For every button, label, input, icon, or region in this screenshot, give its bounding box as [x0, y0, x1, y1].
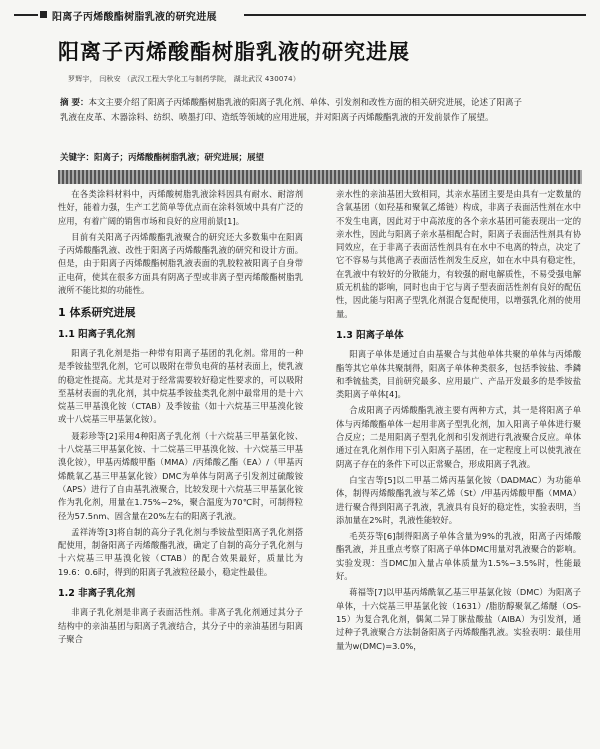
abstract-label: 摘 要： — [60, 98, 89, 108]
authors-affiliation: 罗辉宇， 闫秋安 （武汉工程大学化工与制药学院， 湖北武汉 430074） — [68, 75, 301, 83]
header-square-bullet — [40, 11, 47, 18]
subsection-1-2-paragraph-1: 非离子乳化剂是非离子表面活性剂。非离子乳化剂通过其分子结构中的亲油基团与阳离子乳液结合，其分子中的亲油基团与阳离子聚合 — [58, 607, 303, 644]
subsection-1-1-paragraph-3: 孟祥涛等[3]将自制的高分子乳化剂与季铵盐型阳离子乳化剂搭配使用，制备阳离子丙烯酸酯乳液，确定了自制的高分子乳化剂与十六烷基三甲基溴化铵（CTAB）的配合效果最好，质量比为19.6：0.6时，得到的阳离子乳液粒径最小，稳定性最佳。 — [58, 526, 303, 577]
subsection-1-3-paragraph-4: 毛英芬等[6]制得阳离子单体含量为9%的乳液，阳离子丙烯酸酯乳液，并且重点考察了阳离子单体DMC用量对乳液聚合的影响。实验发现：当DMC加入量占单体质量为1.5%~3.5%时，性能最好。 — [336, 531, 581, 582]
section-1-heading: 1 体系研究进展 — [58, 306, 136, 320]
subsection-1-2-heading: 1.2 非离子乳化剂 — [58, 588, 136, 600]
running-header — [14, 8, 586, 22]
keywords-label: 关键字： — [60, 153, 95, 163]
subsection-1-3-paragraph-5: 蒋福等[7]以甲基丙烯酰氧乙基三甲基氯化铵（DMC）为阳离子单体，十六烷基三甲基氯化铵（1631）/脂肪醇聚氧乙烯醚（OS-15）为复合乳化剂，偶氮二异丁脒盐酸盐（AIBA）为引发剂，通过种子乳液聚合方法制备阳离子丙烯酸酯乳液。实验表明：最佳用量为w(DMC)=3.0%， — [336, 587, 581, 651]
subsection-1-3-heading: 1.3 阳离子单体 — [336, 329, 404, 341]
subsection-1-3-paragraph-1: 阳离子单体是通过自由基聚合与其他单体共聚的单体与丙烯酸酯等其它单体共聚制得，阳离子单体种类很多，包括季铵盐、季鏻和季锍盐类，目前研究最多、应用最广、产品开发最多的是季铵盐类阳离子单体[4]。 — [336, 349, 581, 400]
header-rule-right — [244, 14, 586, 16]
subsection-1-3-paragraph-2: 合成阳离子丙烯酸酯乳液主要有两种方式，其一是将阳离子单体与丙烯酸酯单体一起用非离子型乳化剂，加入阳离子单体进行聚合反应；二是用阳离子型乳化剂和引发剂进行乳液聚合反应。单体通过在乳化剂作用下引入阳离子基团，在一定程度上可以使乳液在阴离子存在的条件下可以正常聚合，形成阳离子乳液。 — [336, 405, 581, 469]
left-column — [58, 188, 303, 649]
intro-paragraph-1: 在各类涂料材料中，丙烯酸树脂乳液涂料因具有耐水、耐溶剂性好，能着力强，生产工艺简单等优点而在涂料领域中具有广泛的应用，有着广阔的销售市场和良好的应用前景[1]。 — [58, 189, 303, 226]
subsection-1-1-paragraph-1: 阳离子乳化剂是指一种带有阳离子基团的乳化剂。常用的一种是季铵盐型乳化剂，它可以吸附在带负电荷的基材表面上，使乳液的稳定性提高。尤其是对于经常需要较好稳定性要求的，可以吸附至基材表面的乳化剂，其中烷基季铵盐类乳化剂中最常用的是十六烷基三甲基溴化铵（CTAB）及季铵盐（如十六烷基三甲基溴化铵或十八烷基三甲基氯化铵）。 — [58, 347, 303, 425]
subsection-1-3-paragraph-3: 白宝吉等[5]以二甲基二烯丙基氯化铵（DADMAC）为功能单体，制得丙烯酸酯乳液与苯乙烯（St）/甲基丙烯酸甲酯（MMA）进行聚合得到阳离子乳液，乳液具有良好的稳定性，实验表明，当添加量在2%时，乳液性能较好。 — [336, 474, 581, 525]
header-rule-left — [14, 14, 38, 16]
subsection-1-1-heading: 1.1 阳离子乳化剂 — [58, 328, 136, 340]
right-paragraph-1: 亲水性的亲油基团大致相同，其亲水基团主要是由具有一定数量的含氧基团（如羟基和聚氧乙烯链）构成，非离子表面活性剂在水中不发生电离，因此对于中高浓度的各个亲水基团可能表现出一定的亲水性，因此与阳离子亲水基相配合时，阳离子表面活性剂具有协同效应，在于非离子表面活性剂具有在水中不电离的特点，决定了它不容易与其他离子表面活性剂发生反应，如在水中具有稳定性，在乳液中有较好的分散能力，有较强的耐电解质性，不易受强电解质无机盐的影响，同时也由于它与离子型表面活性剂有良好的配伍性，因此能与阳离子型乳化剂混合复配使用，以增强乳化剂的使用量。 — [336, 189, 581, 319]
subsection-1-1-paragraph-2: 聂彩珍等[2]采用4种阳离子乳化剂（十六烷基三甲基氯化铵、十八烷基三甲基氯化铵、十二烷基三甲基溴化铵、十六烷基三甲基溴化铵），甲基丙烯酸甲酯（MMA）/丙烯酸乙酯（EA）/（甲基丙烯酰氧乙基三甲基氯化铵）DMC为单体与阴离子引发剂过硫酸铵（APS）进行了自由基乳液聚合，比较发现十六烷基三甲基氯化铵作为乳化剂，用量在1.75%~2%，聚合温度为70℃时，可制得粒径为57.5nm、固含量在20%左右的阳离子乳液。 — [58, 430, 303, 521]
hatched-separator — [58, 170, 582, 184]
running-header-text: 阳离子丙烯酸酯树脂乳液的研究进展 — [52, 12, 217, 23]
right-column — [336, 188, 581, 656]
paper-title: 阳离子丙烯酸酯树脂乳液的研究进展 — [58, 40, 410, 64]
keywords-text: 阳离子；丙烯酸酯树脂乳液；研究进展；展望 — [94, 153, 265, 163]
abstract-text: 本文主要介绍了阳离子丙烯酸酯树脂乳液的阳离子乳化剂、单体、引发剂和改性方面的相关研究进展，论述了阳离子乳液在皮革、木器涂料、纺织、喷墨打印、造纸等领域的应用进展，并对阳离子丙烯酸酯乳液的开发前景作了展望。 — [60, 98, 522, 123]
intro-paragraph-2: 目前有关阳离子丙烯酸酯乳液聚合的研究还大多数集中在阳离子丙烯酸酯乳液、改性于阳离子丙烯酸酯乳液的研究和设计方面。但是，由于阳离子丙烯酸酯树脂乳液表面的乳胶粒被阳离子自身带正电荷，使其在很多方面具有阴离子型或非离子型丙烯酸酯树脂乳液所不能比拟的功能性。 — [58, 231, 303, 296]
keywords — [60, 152, 530, 164]
abstract — [60, 96, 530, 126]
